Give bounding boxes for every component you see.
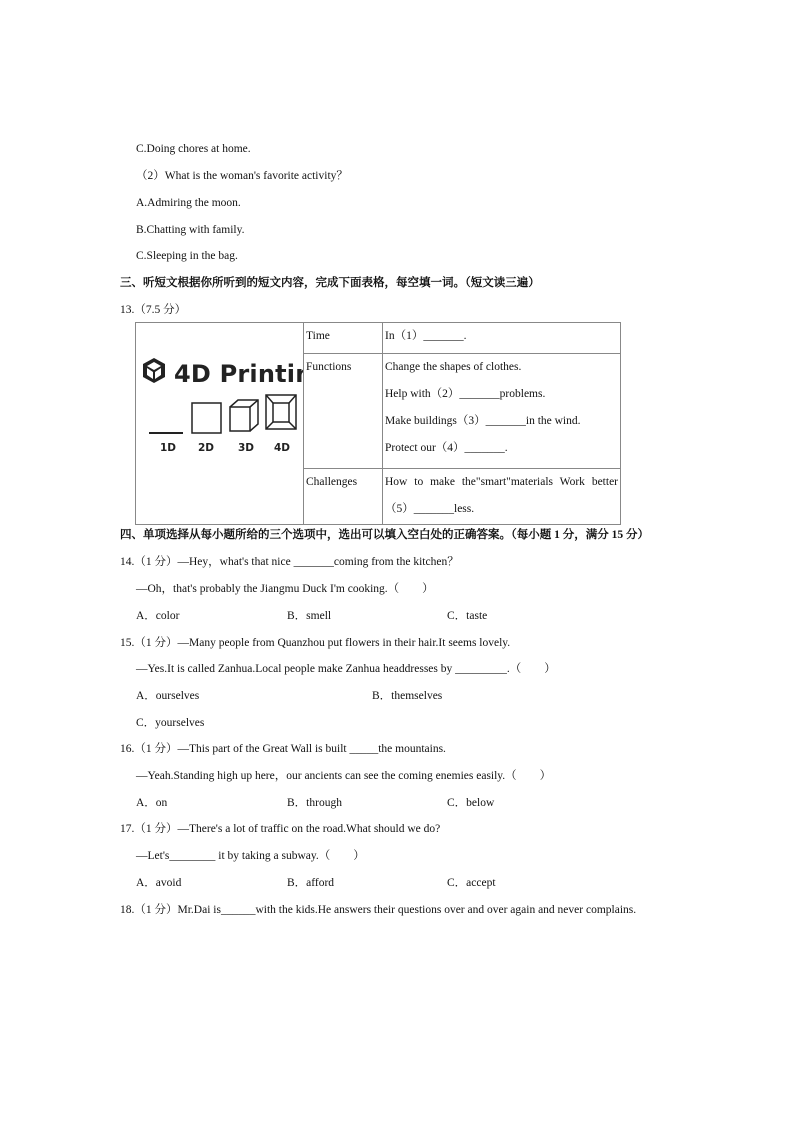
q12-option-c-part1: C.Doing chores at home. <box>136 143 251 155</box>
function-line-4: Protect our（4）_______. <box>385 441 508 454</box>
function-line-3: Make buildings（3）_______in the wind. <box>385 414 581 427</box>
q15-option-b: B．themselves <box>372 690 443 702</box>
q16-stem: 16.（1 分）—This part of the Great Wall is built _____the mountains. <box>120 743 446 755</box>
label-3d: 3D <box>238 442 255 454</box>
q15-option-a: A．ourselves <box>136 690 200 702</box>
label-2d: 2D <box>198 442 215 454</box>
q12-subquestion-2: （2）What is the woman's favorite activity？ <box>136 170 348 182</box>
q15-reply: —Yes.It is called Zanhua.Local people make Zanhua headdresses by _________.（ ） <box>136 663 556 675</box>
q14-option-b: B．smell <box>287 610 332 622</box>
function-line-2: Help with（2）_______problems. <box>385 387 546 400</box>
q17-stem: 17.（1 分）—There's a lot of traffic on the road.What should we do? <box>120 823 441 835</box>
q12-option-c: C.Sleeping in the bag. <box>136 250 238 262</box>
q16-option-c: C．below <box>447 797 495 809</box>
q16-option-a: A．on <box>136 797 168 809</box>
q17-option-a: A．avoid <box>136 877 182 889</box>
function-line-1: Change the shapes of clothes. <box>385 360 522 373</box>
section-4-heading: 四、单项选择从每小题所给的三个选项中，选出可以填入空白处的正确答案。（每小题 1 分，满分 15 分） <box>120 529 649 541</box>
q16-reply: —Yeah.Standing high up here，our ancients can see the coming enemies easily.（ ） <box>136 770 552 782</box>
q12-option-a: A.Admiring the moon. <box>136 197 241 209</box>
row-label-challenges: Challenges <box>304 468 383 524</box>
q14-reply: —Oh，that's probably the Jiangmu Duck I'm cooking.（ ） <box>136 583 434 595</box>
row-content-functions <box>383 353 621 468</box>
q16-option-b: B．through <box>287 797 342 809</box>
q15-option-c: C．yourselves <box>136 717 205 729</box>
q12-option-b: B.Chatting with family. <box>136 224 245 236</box>
q14-option-a: A．color <box>136 610 180 622</box>
row-label-time: Time <box>304 323 383 354</box>
q14-stem: 14.（1 分）—Hey，what's that nice _______coming from the kitchen？ <box>120 556 459 568</box>
q17-option-b: B．afford <box>287 877 335 889</box>
question-13-number: 13.（7.5 分） <box>120 304 187 316</box>
row-label-functions: Functions <box>304 353 383 468</box>
row-content-time: In（1）_______. <box>383 323 621 354</box>
q18-stem: 18.（1 分）Mr.Dai is______with the kids.He answers their questions over and over again and never complains. <box>120 904 637 916</box>
q17-option-c: C．accept <box>447 877 496 889</box>
section-3-heading: 三、听短文根据你所听到的短文内容，完成下面表格，每空填一词。（短文读三遍） <box>120 277 540 289</box>
q17-reply: —Let's________ it by taking a subway.（ ） <box>136 850 365 862</box>
q14-option-c: C．taste <box>447 610 488 622</box>
4d-printing-figure <box>136 323 304 525</box>
challenge-line-2: （5）_______less. <box>385 502 475 515</box>
4d-printing-diagram <box>136 323 303 521</box>
cube-logo-icon <box>143 358 165 383</box>
label-1d: 1D <box>160 442 177 454</box>
label-4d: 4D <box>274 442 291 454</box>
q15-stem: 15.（1 分）—Many people from Quanzhou put flowers in their hair.It seems lovely. <box>120 637 511 649</box>
figure-title: 4D Printi <box>174 360 296 388</box>
challenge-line-1: How to make the"smart"materials Work better <box>385 475 618 488</box>
row-content-challenges <box>383 468 621 524</box>
question-13-table <box>135 322 621 525</box>
